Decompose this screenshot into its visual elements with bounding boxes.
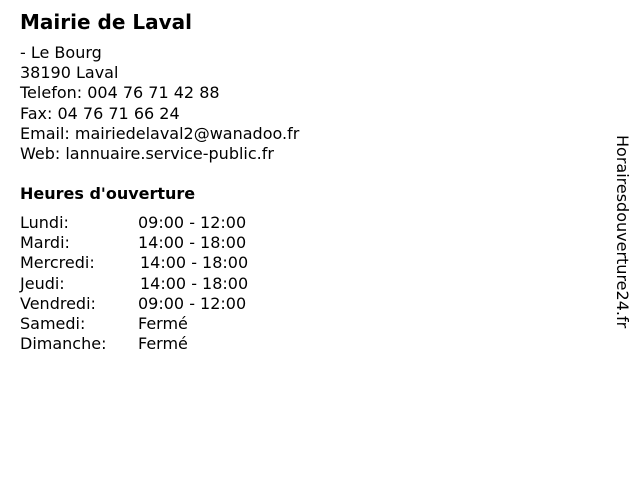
phone-line: Telefon: 004 76 71 42 88	[20, 83, 220, 103]
hours-day: Dimanche:	[20, 334, 107, 354]
hours-time: 14:00 - 18:00	[140, 253, 249, 273]
hours-time: 14:00 - 18:00	[140, 273, 249, 293]
city-line: 38190 Laval	[20, 63, 119, 83]
hours-time: Fermé	[138, 334, 188, 354]
side-brand-text: Horairesdouverture24.fr	[613, 135, 632, 329]
hours-day: Mardi:	[20, 233, 70, 253]
hours-day: Samedi:	[20, 313, 86, 333]
web-line: Web: lannuaire.service-public.fr	[20, 144, 274, 164]
hours-time: 09:00 - 12:00	[138, 293, 247, 313]
page-title: Mairie de Laval	[20, 10, 192, 34]
hours-day: Vendredi:	[20, 293, 96, 313]
address-block	[20, 43, 299, 164]
hours-day: Lundi:	[20, 213, 69, 232]
hours-heading: Heures d'ouverture	[20, 184, 196, 203]
hours-day: Jeudi:	[20, 273, 65, 293]
hours-day: Mercredi:	[20, 253, 95, 273]
email-line: Email: mairiedelaval2@wanadoo.fr	[20, 123, 300, 143]
hours-time: 14:00 - 18:00	[138, 233, 247, 253]
hours-time: Fermé	[138, 313, 188, 333]
fax-line: Fax: 04 76 71 66 24	[20, 103, 180, 123]
street-line: - Le Bourg	[20, 43, 102, 62]
hours-time: 09:00 - 12:00	[138, 213, 247, 232]
